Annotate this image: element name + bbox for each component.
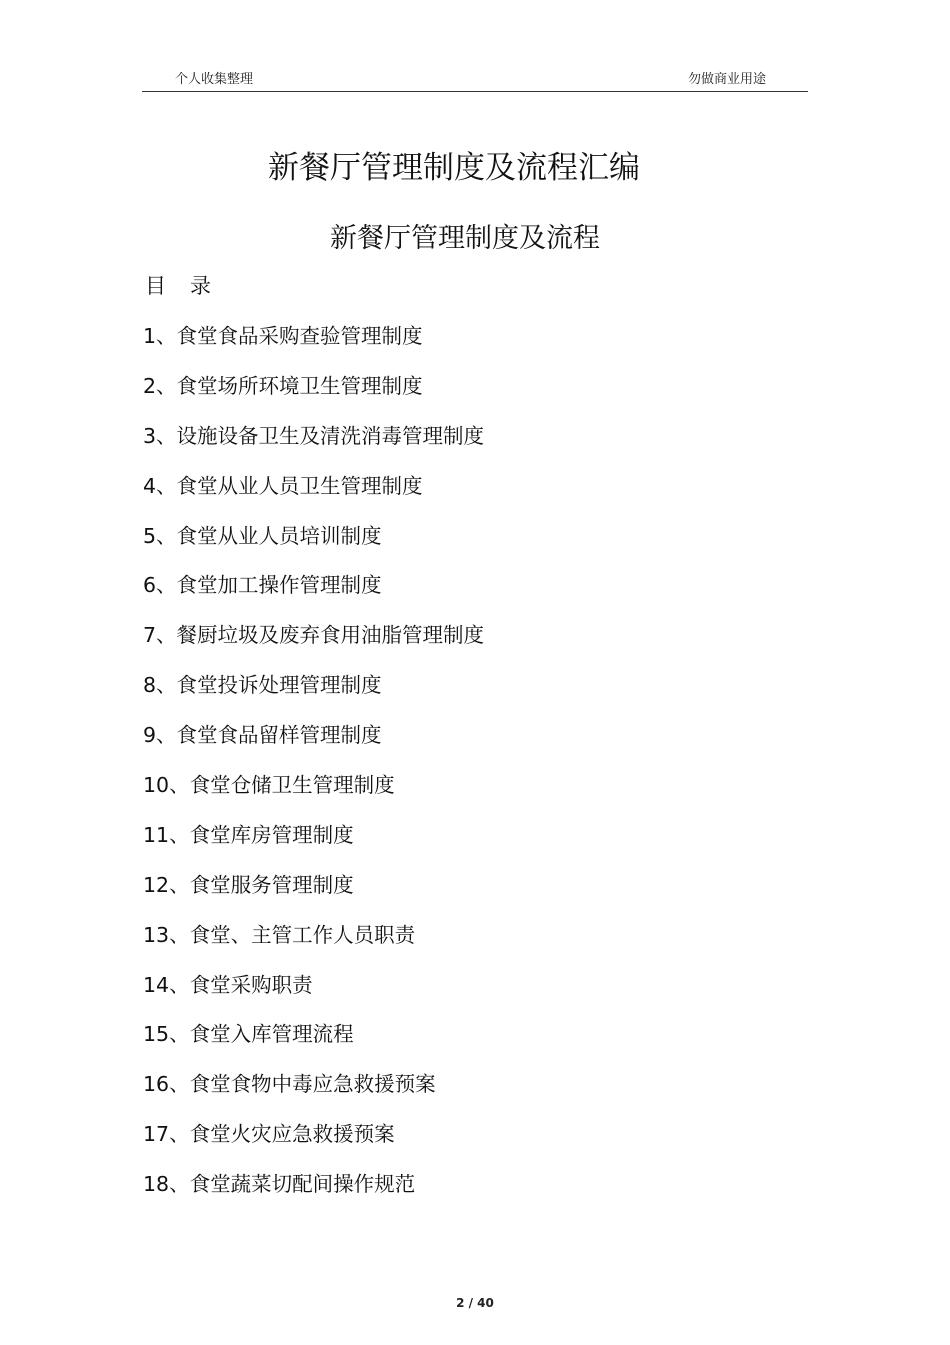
toc-list (143, 317, 484, 1215)
toc-item: 13、食堂、主管工作人员职责 (143, 922, 416, 947)
document-title: 新餐厅管理制度及流程汇编 (268, 150, 640, 186)
toc-item: 6、食堂加工操作管理制度 (143, 573, 382, 598)
document-subtitle: 新餐厅管理制度及流程 (330, 223, 600, 254)
toc-item: 12、食堂服务管理制度 (143, 872, 354, 897)
toc-item: 18、食堂蔬菜切配间操作规范 (143, 1172, 416, 1197)
toc-item: 15、食堂入库管理流程 (143, 1022, 354, 1047)
header-left-text: 个人收集整理 (175, 72, 254, 87)
toc-item: 8、食堂投诉处理管理制度 (143, 673, 382, 698)
toc-item: 9、食堂食品留样管理制度 (143, 723, 382, 748)
header-right-text: 勿做商业用途 (688, 72, 767, 87)
toc-item: 3、设施设备卫生及清洗消毒管理制度 (143, 423, 485, 448)
page-number: 2 / 40 (456, 1296, 494, 1310)
toc-item: 17、食堂火灾应急救援预案 (143, 1122, 395, 1147)
toc-item: 7、餐厨垃圾及废弃食用油脂管理制度 (143, 623, 485, 648)
toc-item: 2、食堂场所环境卫生管理制度 (143, 373, 423, 398)
toc-item: 14、食堂采购职责 (143, 972, 313, 997)
toc-heading: 目录 (145, 274, 235, 298)
toc-item: 10、食堂仓储卫生管理制度 (143, 773, 395, 798)
toc-item: 16、食堂食物中毒应急救援预案 (143, 1072, 436, 1097)
toc-item: 11、食堂库房管理制度 (143, 822, 354, 847)
header-divider (142, 91, 808, 92)
toc-item: 1、食堂食品采购查验管理制度 (143, 324, 423, 348)
toc-item: 4、食堂从业人员卫生管理制度 (143, 473, 423, 498)
toc-item: 5、食堂从业人员培训制度 (143, 523, 382, 548)
